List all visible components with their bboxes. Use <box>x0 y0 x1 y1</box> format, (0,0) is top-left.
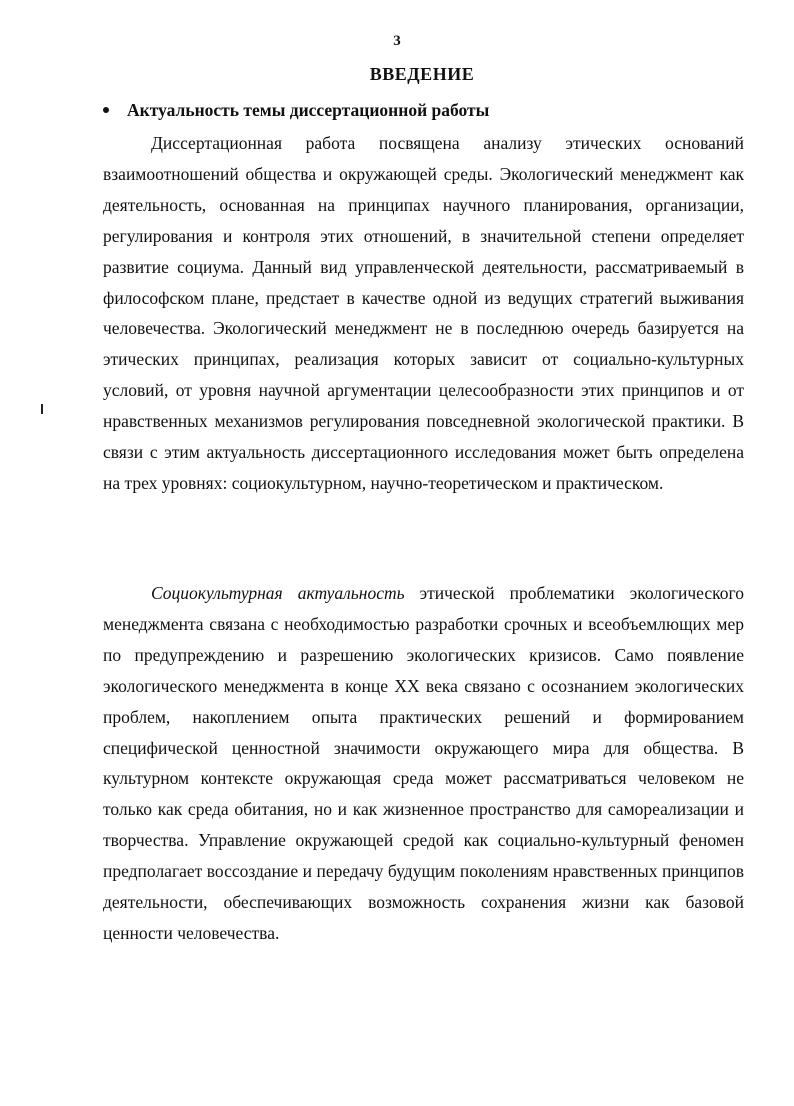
section-heading-text: Актуальность темы диссертационной работы <box>127 100 490 120</box>
paragraph-1: Диссертационная работа посвящена анализу этических оснований взаимоотношений общества и окружающей среды. Экологический менеджмент как деятельность, основанная на принципах научного планирования, организации, регулирования и контроля этих отношений, в значительной степени определяет развитие социума. Данный вид управленческой деятельности, рассматриваемый в философском плане, предстает в качестве одной из ведущих стратегий выживания человечества. Экологический менеджмент не в последнюю очередь базируется на этических принципах, реализация которых зависит от социально-культурных условий, от уровня научной аргументации целесообразности этих принципов и от нравственных механизмов регулирования повседневной экологической практики. В связи с этим актуальность диссертационного исследования может быть определена на трех уровнях: социокультурном, научно-теоретическом и практическом. <box>103 133 744 493</box>
page-title: ВВЕДЕНИЕ <box>369 64 475 84</box>
bullet-icon <box>103 107 109 113</box>
paragraph-2-italic: Социокультурная актуальность <box>151 583 405 603</box>
page-number: 3 <box>393 33 401 49</box>
section-heading <box>103 100 489 121</box>
paragraph-2 <box>103 578 744 949</box>
margin-mark <box>41 404 43 414</box>
paragraph-2-text: этической проблематики экологического менеджмента связана с необходимостью разработки срочных и всеобъемлющих мер по предупреждению и разрешению экологических кризисов. Само появление экологического менеджмента в конце XX века связано с осознанием экологических проблем, накоплением опыта практических решений и формированием специфической ценностной значимости окружающего мира для общества. В культурном контексте окружающая среда может рассматриваться человеком не только как среда обитания, но и как жизненное пространство для самореализации и творчества. Управление окружающей средой как социально-культурный феномен предполагает воссоздание и передачу будущим поколениям нравственных принципов деятельности, обеспечивающих возможность сохранения жизни как базовой ценности человечества. <box>103 583 744 943</box>
